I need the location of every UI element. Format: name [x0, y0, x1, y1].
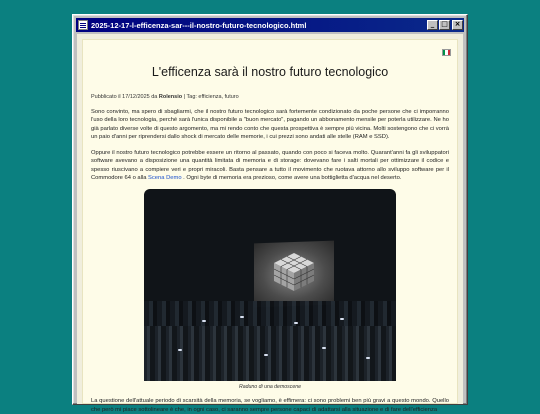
meta-author[interactable]: Rolensio [158, 94, 183, 100]
italy-flag-icon[interactable] [442, 49, 451, 56]
demoscene-photo [144, 189, 396, 381]
meta-tags: | Tag: efficienza, futuro [182, 94, 239, 100]
maximize-button[interactable]: □ [439, 20, 450, 30]
document-icon [78, 20, 88, 30]
paragraph-2 [91, 149, 449, 182]
post-title: L'efficenza sarà il nostro futuro tecnologico [151, 65, 389, 79]
browser-window [72, 14, 468, 413]
scena-demo-link[interactable]: Scena Demo [148, 175, 182, 182]
meta-date: Pubblicato il 17/12/2025 da [91, 94, 159, 100]
crowd-front [144, 326, 396, 381]
page-area [77, 34, 463, 413]
photo-caption: Raduno di una demoscene [238, 384, 301, 391]
minimize-button[interactable]: _ [427, 20, 438, 30]
paragraph-2-text-b: . Ogni byte di memoria era prezioso, come avere una bottiglietta d'acqua nel deserto. [181, 175, 402, 182]
article-content [82, 39, 458, 413]
post-meta [91, 94, 449, 100]
paragraph-3: La questione dell'attuale periodo di scarsità della memoria, se vogliamo, è effimera: ci sono problemi ben più gravi a questo mondo. Quello che però mi piace sottolineare è che, in ogni caso, ci saranno sempre persone capaci di adattarsi alla situazione e di fare dell'efficienza [91, 398, 449, 413]
cube-graphic [272, 251, 316, 293]
window-title: 2025-12-17-l-efficenza-sar---il-nostro-futuro-tecnologico.html [91, 20, 307, 30]
paragraph-2-text-a: Oppure il nostro futuro tecnologico potrebbe essere un ritorno al passato, quando con poco si faceva molto. Quarant'anni fa gli sviluppatori software avevano a disposizione una quantità limitata di memoria e di storage: dovevano fare i salti mortali per ottimizzare il codice e spesso riuscivano a compiere veri e propri miracoli. Basta pensare a tutto il movimento che ruotava attorno allo sviluppo software per il Commodore 64 o alla [91, 150, 449, 182]
paragraph-1: Sono convinto, ma spero di sbagliarmi, che il nostro futuro tecnologico sarà fortemente condizionato da poche persone che ci imporranno l'uso della loro tecnologia, perché sarà l'unica disponibile a "buon mercato", pagando un abbonamento mensile per poterla utilizzare. Ne ho già parlato diverse volte di questo argomento, ma mi rendo conto che questa prospettiva è sempre più vicina. Molti sostengono che ci vorrà un paio d'anni per riprendersi dallo shock di mercato delle memorie, i cui prezzi sono andati alle stelle (RAM e SSD). [91, 109, 449, 140]
close-button[interactable]: × [452, 20, 463, 30]
title-bar[interactable] [76, 18, 464, 32]
